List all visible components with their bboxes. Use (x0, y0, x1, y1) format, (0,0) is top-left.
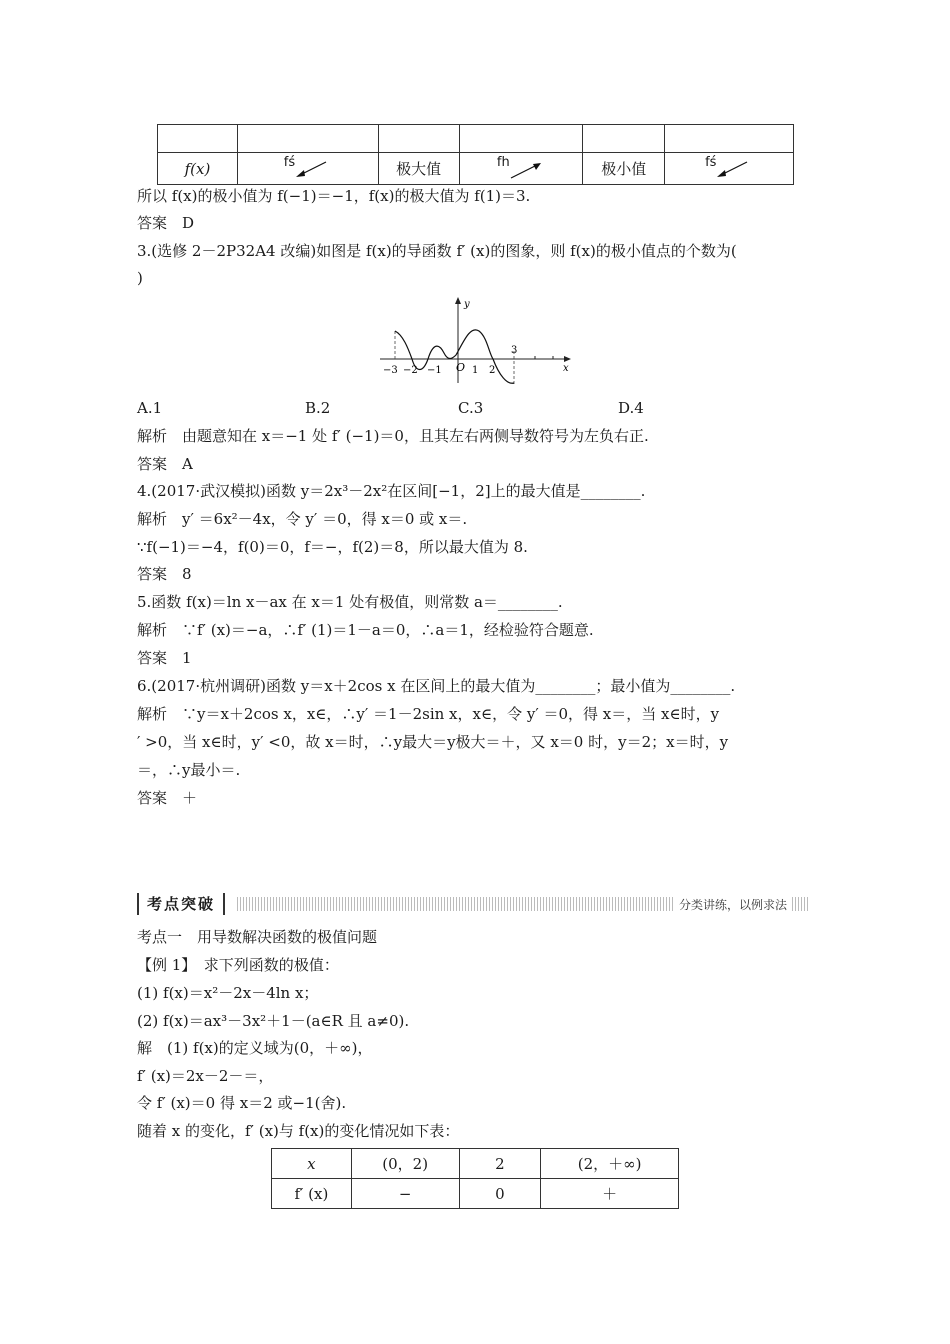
question-6: 6.(2017·杭州调研)函数 y＝x＋2cos x 在区间上的最大值为________；最小值为________. (137, 677, 736, 695)
table-cell: f′ (x) (272, 1179, 352, 1209)
table-cell (237, 125, 378, 153)
table-cell (158, 125, 238, 153)
tick-label: −1 (427, 365, 442, 376)
solution-line: 解 (1) f(x)的定义域为(0，＋∞)， (137, 1039, 373, 1057)
table-cell: ＋ (541, 1179, 679, 1209)
analysis-line: 解析 由题意知在 x＝−1 处 f′ (−1)＝0，且其左右两侧导数符号为左负右正. (137, 427, 649, 445)
section-subtitle: 分类讲练，以例求法 (675, 896, 791, 913)
analysis-line: ∵f(−1)＝−4，f(0)＝0，f＝−，f(2)＝8，所以最大值为 8. (137, 538, 528, 556)
y-axis-label: y (464, 299, 470, 310)
analysis-line: 解析 ∵f′ (x)＝−a，∴f′ (1)＝1－a＝0，∴a＝1，经检验符合题意. (137, 621, 594, 639)
tick-label: 1 (472, 365, 479, 376)
variation-table-bottom (271, 1148, 679, 1209)
table-header-cell: 2 (459, 1149, 541, 1179)
tick-label: 3 (511, 345, 518, 356)
answer-line: 答案 ＋ (137, 789, 198, 807)
option-d: D.4 (618, 399, 644, 417)
solution-line: 令 f′ (x)＝0 得 x＝2 或−1(舍). (137, 1094, 347, 1112)
analysis-line: ＝，∴y最小＝. (137, 761, 241, 779)
question-3: 3.(选修 2－2P32A4 改编)如图是 f(x)的导函数 f′ (x)的图象，则 f(x)的极小值点的个数为( (137, 242, 737, 260)
example-part-2: (2) f(x)＝ax³－3x²＋1－(a∈R 且 a≠0). (137, 1012, 410, 1030)
table-cell (583, 125, 665, 153)
table-cell-max: 极大值 (378, 153, 459, 185)
analysis-line: 解析 y′ ＝6x²－4x，令 y′ ＝0，得 x＝0 或 x＝. (137, 510, 468, 528)
table-cell-increase: fh (459, 153, 583, 185)
option-c: C.3 (458, 399, 484, 417)
option-b: B.2 (305, 399, 331, 417)
table-cell-decrease: fś (665, 153, 794, 185)
answer-line: 答案 D (137, 214, 195, 232)
option-a: A.1 (137, 399, 163, 417)
table-cell-fx: f(x) (158, 153, 238, 185)
answer-line: 答案 A (137, 455, 193, 473)
section-title: 考点突破 (137, 893, 225, 915)
question-4: 4.(2017·武汉模拟)函数 y＝2x³－2x²在区间[−1，2]上的最大值是________. (137, 482, 646, 500)
table-cell-decrease: fś (237, 153, 378, 185)
table-header-cell: x (272, 1149, 352, 1179)
origin-label: O (456, 361, 466, 374)
x-axis-label: x (563, 363, 569, 374)
solution-line: 随着 x 的变化，f′ (x)与 f(x)的变化情况如下表： (137, 1122, 460, 1140)
tick-label: 2 (489, 365, 496, 376)
question-3-tail: ) (137, 269, 143, 287)
solution-line: f′ (x)＝2x－2－＝， (137, 1067, 274, 1085)
table-header-cell: (0，2) (351, 1149, 459, 1179)
derivative-graph (375, 293, 575, 388)
example-part-1: (1) f(x)＝x²－2x－4ln x； (137, 984, 319, 1002)
section-header (137, 893, 809, 915)
table-cell (665, 125, 794, 153)
answer-line: 答案 8 (137, 565, 192, 583)
variation-table-top (157, 124, 794, 185)
example-heading: 【例 1】 求下列函数的极值： (137, 956, 339, 974)
table-cell-min: 极小值 (583, 153, 665, 185)
table-header-cell: (2，＋∞) (541, 1149, 679, 1179)
tick-label: −2 (403, 365, 418, 376)
table-cell (459, 125, 583, 153)
decrease-arrow-icon (292, 159, 332, 181)
table-cell: − (351, 1179, 459, 1209)
analysis-line: ′ >0，当 x∈时，y′ <0，故 x＝时，∴y最大＝y极大＝＋，又 x＝0 时，y＝2；x＝时，y (137, 733, 729, 751)
table-cell (378, 125, 459, 153)
question-5: 5.函数 f(x)＝ln x－ax 在 x＝1 处有极值，则常数 a＝________. (137, 593, 563, 611)
text-line: 所以 f(x)的极小值为 f(−1)＝−1，f(x)的极大值为 f(1)＝3. (137, 187, 531, 205)
decrease-arrow-icon (713, 159, 753, 181)
topic-heading: 考点一 用导数解决函数的极值问题 (137, 928, 378, 946)
analysis-line: 解析 ∵y＝x＋2cos x，x∈，∴y′ ＝1－2sin x，x∈，令 y′ ＝0，得 x＝，当 x∈时，y (137, 705, 720, 723)
increase-arrow-icon (505, 159, 545, 181)
tick-label: −3 (383, 365, 398, 376)
answer-line: 答案 1 (137, 649, 192, 667)
table-cell: 0 (459, 1179, 541, 1209)
